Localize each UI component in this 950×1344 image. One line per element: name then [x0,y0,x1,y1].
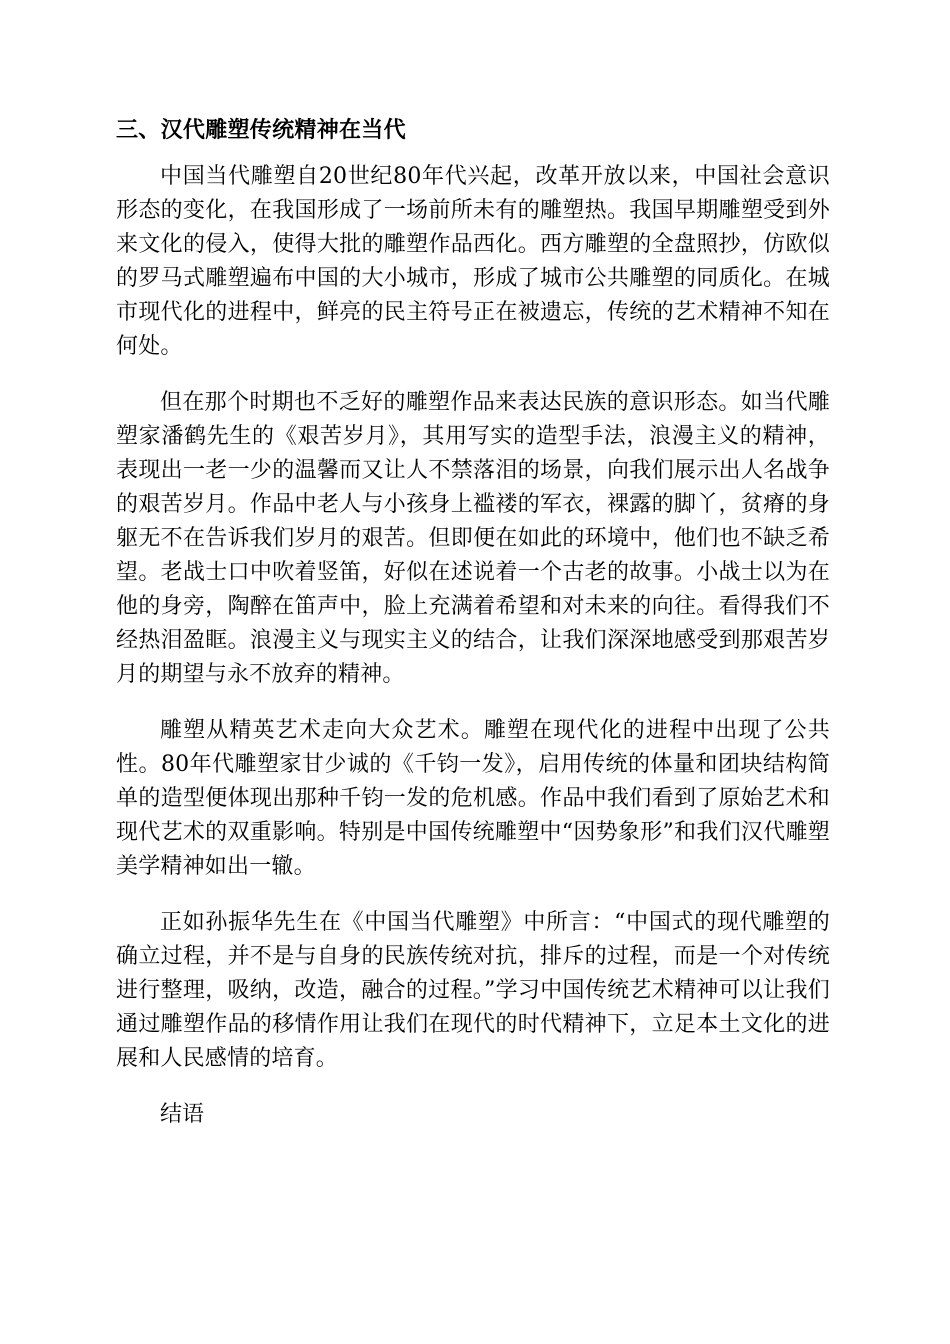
section-heading: 三、汉代雕塑传统精神在当代 [116,118,406,143]
paragraph-contemporary-sculpture: 中国当代雕塑自20世纪80年代兴起，改革开放以来，中国社会意识形态的变化，在我国形成了一场前所未有的雕塑热。我国早期雕塑受到外来文化的侵入，使得大批的雕塑作品西化。西方雕塑的全盘照抄，仿欧似的罗马式雕塑遍布中国的大小城市，形成了城市公共雕塑的同质化。在城市现代化的进程中，鲜亮的民主符号正在被遗忘，传统的艺术精神不知在何处。 [116,164,830,359]
closing-heading: 结语 [160,1102,205,1127]
document-page [116,114,830,1132]
paragraph-sun-zhenhua-quote: 正如孙振华先生在《中国当代雕塑》中所言：“中国式的现代雕塑的确立过程，并不是与自身的民族传统对抗，排斥的过程，而是一个对传统进行整理，吸纳，改造，融合的过程。”学习中国传统艺术精神可以让我们通过雕塑作品的移情作用让我们在现代的时代精神下，立足本土文化的进展和人民感情的培育。 [116,910,830,1071]
paragraph-public-art: 雕塑从精英艺术走向大众艺术。雕塑在现代化的进程中出现了公共性。80年代雕塑家甘少诚的《千钧一发》，启用传统的体量和团块结构简单的造型便体现出那种千钧一发的危机感。作品中我们看到了原始艺术和现代艺术的双重影响。特别是中国传统雕塑中“因势象形”和我们汉代雕塑美学精神如出一辙。 [116,718,830,879]
paragraph-hard-years: 但在那个时期也不乏好的雕塑作品来表达民族的意识形态。如当代雕塑家潘鹤先生的《艰苦岁月》，其用写实的造型手法，浪漫主义的精神，表现出一老一少的温馨而又让人不禁落泪的场景，向我们展示出人名战争的艰苦岁月。作品中老人与小孩身上褴褛的军衣，裸露的脚丫，贫瘠的身躯无不在告诉我们岁月的艰苦。但即便在如此的环境中，他们也不缺乏希望。老战士口中吹着竖笛，好似在述说着一个古老的故事。小战士以为在他的身旁，陶醉在笛声中，脸上充满着希望和对未来的向往。看得我们不经热泪盈眶。浪漫主义与现实主义的结合，让我们深深地感受到那艰苦岁月的期望与永不放弃的精神。 [116,390,830,687]
